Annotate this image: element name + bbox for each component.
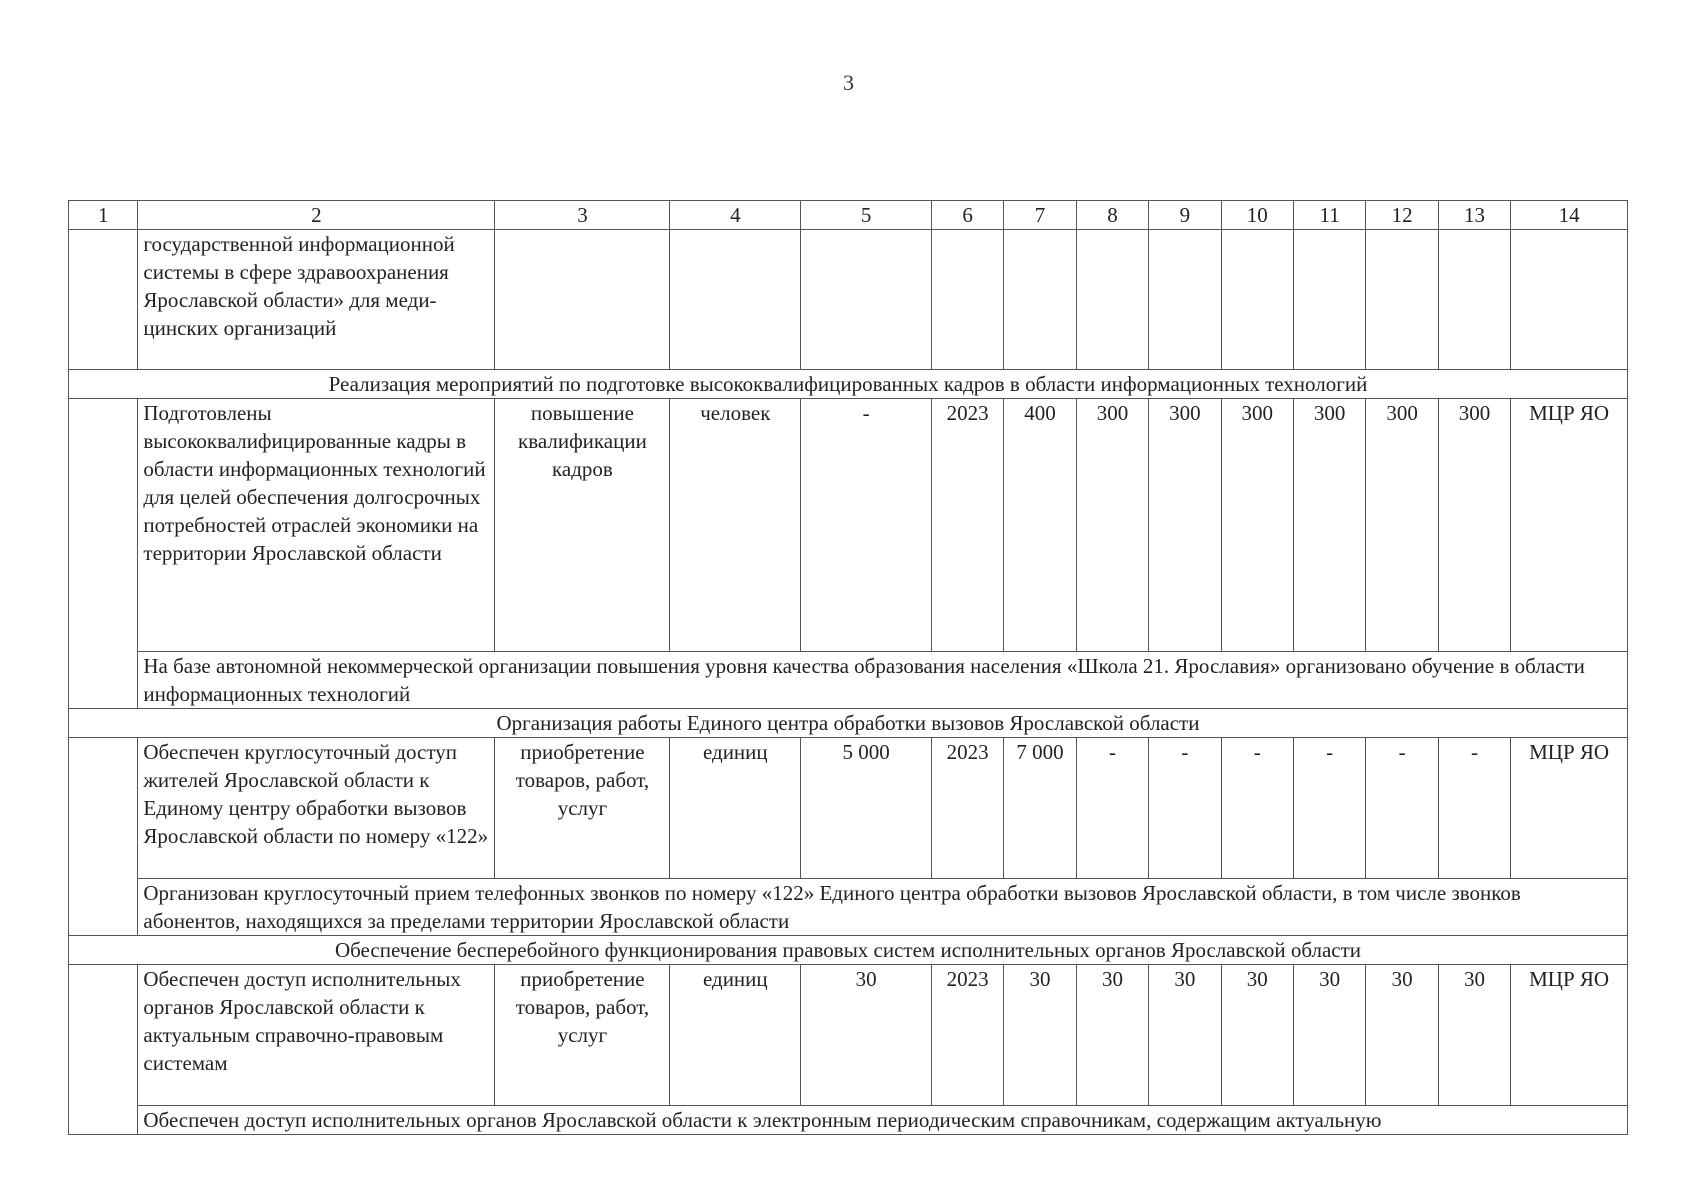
empty-cell xyxy=(1293,230,1365,370)
header-cell: 7 xyxy=(1004,201,1076,230)
value-cell: - xyxy=(1221,738,1293,879)
value-cell: 300 xyxy=(1221,399,1293,652)
empty-cell xyxy=(69,965,138,1135)
value-cell: - xyxy=(1076,738,1148,879)
header-cell: 6 xyxy=(931,201,1003,230)
header-row xyxy=(69,201,1628,230)
table-row xyxy=(69,965,1628,1106)
section-title: Организация работы Единого центра обработки вызовов Ярославской области xyxy=(69,709,1628,738)
value-cell: 300 xyxy=(1149,399,1221,652)
unit-cell: единиц xyxy=(670,965,801,1106)
header-cell: 5 xyxy=(801,201,932,230)
value-cell: - xyxy=(1149,738,1221,879)
value-cell: 30 xyxy=(1004,965,1076,1106)
table-row xyxy=(69,399,1628,652)
result-name: государственной информационной системы в сфере здравоохранения Ярославской области» для меди-цинских организаций xyxy=(138,230,495,370)
header-cell: 2 xyxy=(138,201,495,230)
value-cell: 30 xyxy=(1366,965,1438,1106)
empty-cell xyxy=(495,230,670,370)
result-name: Подготовлены высококвалифицированные кадры в области информационных технологий для целей обеспечения долгосрочных потребностей отраслей экономики на территории Ярославской области xyxy=(138,399,495,652)
note-row xyxy=(69,1106,1628,1135)
responsible-cell: МЦР ЯО xyxy=(1511,965,1628,1106)
header-cell: 4 xyxy=(670,201,801,230)
result-note: На базе автономной некоммерческой организации повышения уровня качества образования населения «Школа 21. Ярославия» организовано обучение в области информационных технологий xyxy=(138,652,1628,709)
empty-cell xyxy=(1366,230,1438,370)
base-year: 2023 xyxy=(931,965,1003,1106)
empty-cell xyxy=(1076,230,1148,370)
header-cell: 1 xyxy=(69,201,138,230)
empty-cell xyxy=(801,230,932,370)
header-cell: 9 xyxy=(1149,201,1221,230)
section-title: Реализация мероприятий по подготовке высококвалифицированных кадров в области информационных технологий xyxy=(69,370,1628,399)
base-value: - xyxy=(801,399,932,652)
responsible-cell: МЦР ЯО xyxy=(1511,738,1628,879)
value-cell: 30 xyxy=(1221,965,1293,1106)
unit-cell: человек xyxy=(670,399,801,652)
result-type: повышение квалификации кадров xyxy=(495,399,670,652)
empty-cell xyxy=(1004,230,1076,370)
page-number: 3 xyxy=(843,70,854,95)
header-cell: 14 xyxy=(1511,201,1628,230)
base-year: 2023 xyxy=(931,399,1003,652)
empty-cell xyxy=(1438,230,1510,370)
empty-cell xyxy=(931,230,1003,370)
value-cell: 7 000 xyxy=(1004,738,1076,879)
empty-cell xyxy=(1511,230,1628,370)
value-cell: - xyxy=(1438,738,1510,879)
responsible-cell: МЦР ЯО xyxy=(1511,399,1628,652)
value-cell: - xyxy=(1366,738,1438,879)
base-value: 30 xyxy=(801,965,932,1106)
empty-cell xyxy=(69,399,138,709)
value-cell: 300 xyxy=(1076,399,1148,652)
table-row xyxy=(69,738,1628,879)
section-row xyxy=(69,936,1628,965)
header-cell: 13 xyxy=(1438,201,1510,230)
header-cell: 12 xyxy=(1366,201,1438,230)
table-row xyxy=(69,230,1628,370)
value-cell: 300 xyxy=(1438,399,1510,652)
header-cell: 11 xyxy=(1293,201,1365,230)
header-cell: 8 xyxy=(1076,201,1148,230)
empty-cell xyxy=(670,230,801,370)
value-cell: 400 xyxy=(1004,399,1076,652)
value-cell: 30 xyxy=(1438,965,1510,1106)
result-type: приобретение товаров, работ, услуг xyxy=(495,965,670,1106)
value-cell: 300 xyxy=(1366,399,1438,652)
empty-cell xyxy=(1221,230,1293,370)
empty-cell xyxy=(1149,230,1221,370)
header-cell: 3 xyxy=(495,201,670,230)
section-title: Обеспечение бесперебойного функционирования правовых систем исполнительных органов Ярославской области xyxy=(69,936,1628,965)
indicators-table xyxy=(68,200,1628,1135)
note-row xyxy=(69,879,1628,936)
section-row xyxy=(69,709,1628,738)
value-cell: 30 xyxy=(1293,965,1365,1106)
base-year: 2023 xyxy=(931,738,1003,879)
result-type: приобретение товаров, работ, услуг xyxy=(495,738,670,879)
value-cell: 30 xyxy=(1076,965,1148,1106)
result-name: Обеспечен круглосуточный доступ жителей Ярославской области к Единому центру обработки вызовов Ярославской области по номеру «122» xyxy=(138,738,495,879)
result-name: Обеспечен доступ исполнительных органов Ярославской области к актуальным справочно-правовым системам xyxy=(138,965,495,1106)
value-cell: - xyxy=(1293,738,1365,879)
note-row xyxy=(69,652,1628,709)
header-cell: 10 xyxy=(1221,201,1293,230)
unit-cell: единиц xyxy=(670,738,801,879)
section-row xyxy=(69,370,1628,399)
value-cell: 30 xyxy=(1149,965,1221,1106)
base-value: 5 000 xyxy=(801,738,932,879)
result-note: Обеспечен доступ исполнительных органов Ярославской области к электронным периодическим справочникам, содержащим актуальную xyxy=(138,1106,1628,1135)
empty-cell xyxy=(69,738,138,936)
value-cell: 300 xyxy=(1293,399,1365,652)
empty-cell xyxy=(69,230,138,370)
result-note: Организован круглосуточный прием телефонных звонков по номеру «122» Единого центра обработки вызовов Ярославской области, в том числе звонков абонентов, находящихся за пределами территории Ярославской области xyxy=(138,879,1628,936)
